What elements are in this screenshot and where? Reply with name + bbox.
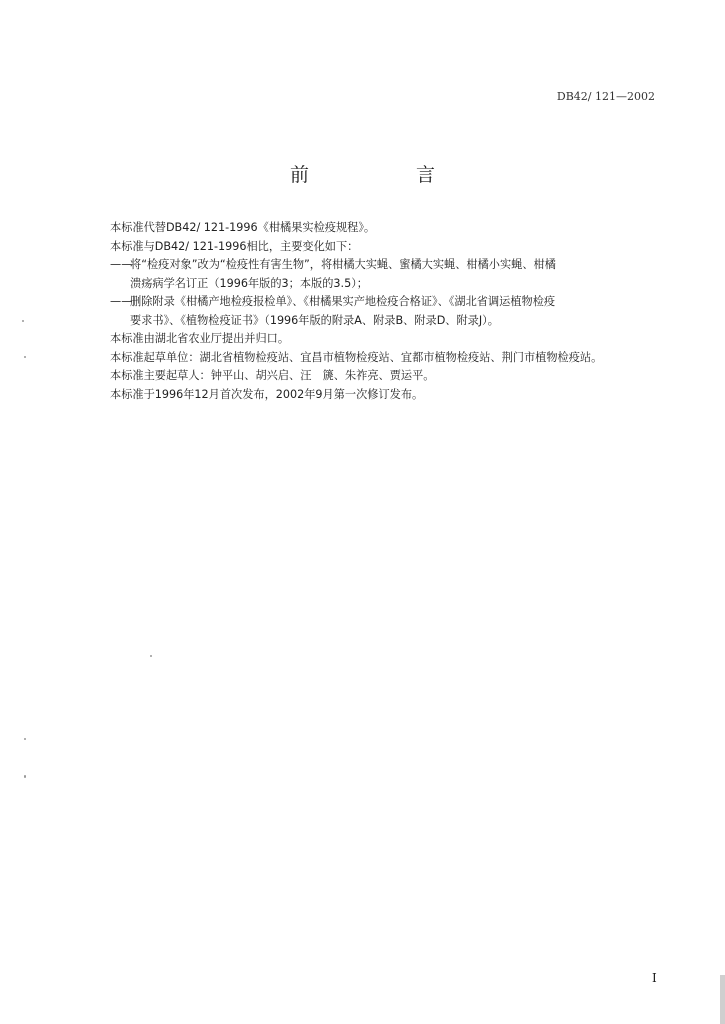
document-body: [110, 219, 670, 404]
scan-speck: [22, 320, 24, 322]
scan-speck: [24, 738, 26, 740]
change-item-2: [110, 293, 670, 312]
document-code: DB42/ 121—2002: [556, 90, 655, 103]
scan-speck: [150, 655, 152, 657]
page-number: I: [652, 971, 657, 985]
paragraph-drafting-units: 本标准起草单位：湖北省植物检疫站、宜昌市植物检疫站、宜都市植物检疫站、荆门市植物检疫站。: [110, 350, 603, 364]
paragraph-proposer: 本标准由湖北省农业厅提出并归口。: [110, 332, 290, 345]
change-item-2-line-2: 要求书》、《植物检疫证书》（1996年版的附录A、附录B、附录D、附录J）。: [130, 313, 499, 327]
scan-speck: [24, 356, 26, 358]
dash-marker: ——: [110, 295, 133, 308]
scan-speck: [24, 775, 26, 778]
change-item-2-line-1: 删除附录《柑橘产地检疫报检单》、《柑橘果实产地检疫合格证》、《湖北省调运植物检疫: [130, 295, 556, 308]
change-item-1: [110, 256, 670, 275]
dash-marker: ——: [110, 258, 133, 271]
paragraph-drafters: 本标准主要起草人：钟平山、胡兴启、汪 篪、朱祚亮、贾运平。: [110, 369, 435, 382]
page-title: 前 言: [289, 164, 479, 186]
change-item-1-line-1: 将“检疫对象”改为“检疫性有害生物”，将柑橘大实蝇、蜜橘大实蝇、柑橘小实蝇、柑橘: [130, 258, 556, 271]
paragraph-changes-intro: 本标准与DB42/ 121-1996相比，主要变化如下：: [110, 239, 359, 253]
change-item-1-line-2: 溃疡病学名订正（1996年版的3；本版的3.5）；: [130, 276, 368, 290]
scan-edge-shadow: [720, 975, 725, 1024]
paragraph-replacement: 本标准代替DB42/ 121-1996《柑橘果实检疫规程》。: [110, 221, 376, 234]
paragraph-release-history: 本标准于1996年12月首次发布，2002年9月第一次修订发布。: [110, 387, 424, 401]
